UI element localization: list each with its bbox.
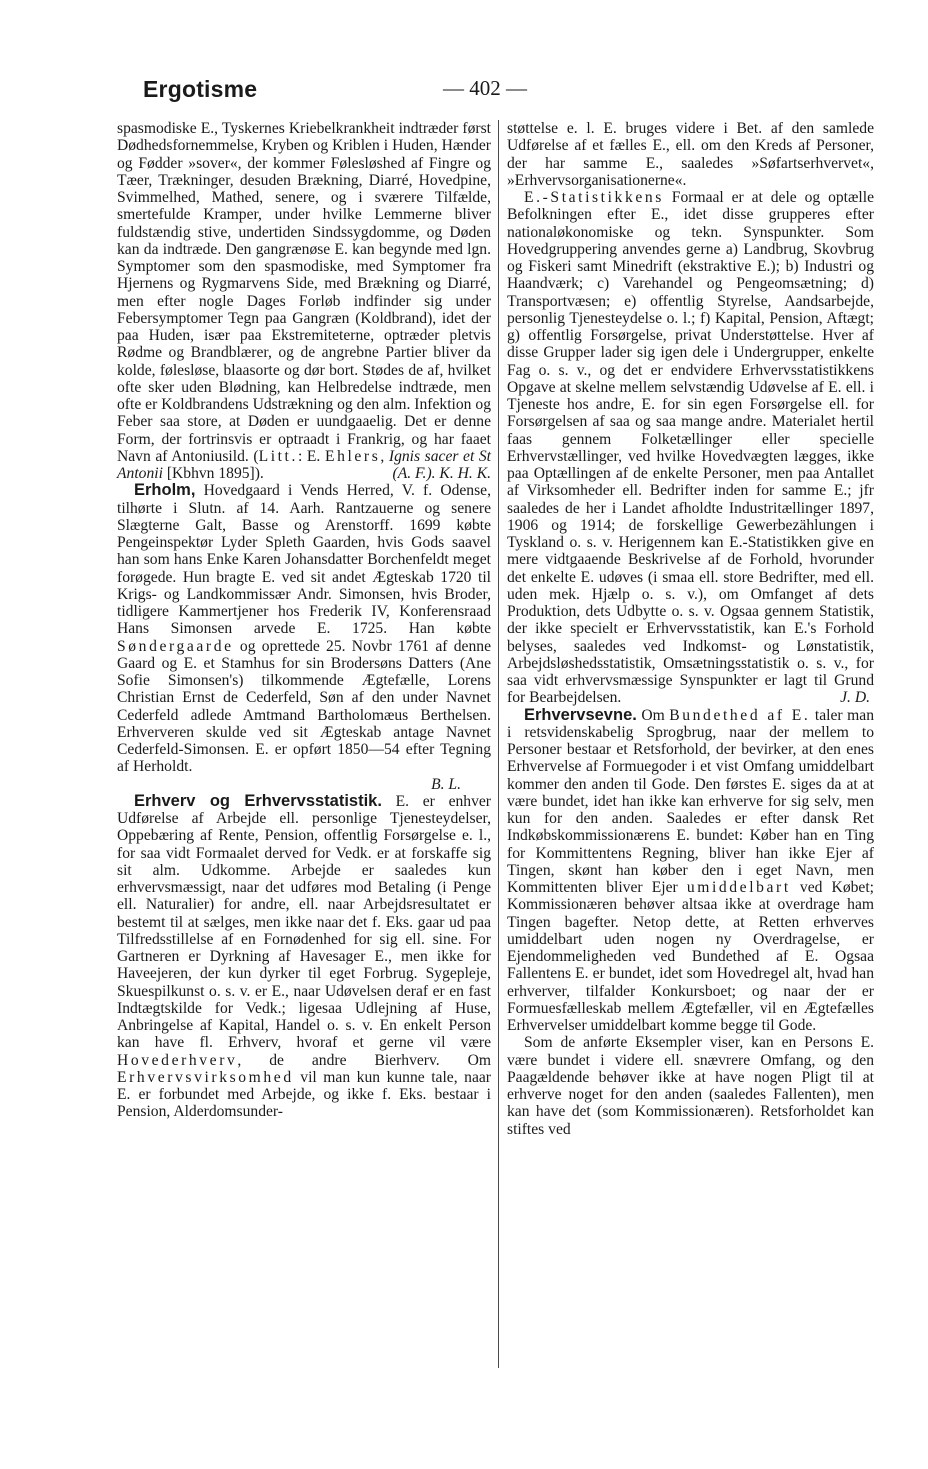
entry-headword: Erholm, (134, 481, 196, 500)
literature-label: Litt. (258, 447, 298, 465)
erholm-entry (117, 482, 491, 775)
erhvervsstatistik-paragraph (507, 189, 874, 707)
paragraph-text: spasmodiske E., Tyskernes Kriebelkrankheit indtræder først Dødhedsfornemmelse, Kryben og Kriblen i Huden, Hænder og Fødder »sover«, der kommer Følesløshed af Fingre og Tæer, Trækninger, desuden Brækning, Diarré, Hovedpine, Svimmelhed, Mathed, senere, og i sværere Tilfælde, smertefulde Kramper, under hvilke Lemmerne bliver fuldstændig stive, undertiden Sindssygdomme, og Døden kan da indtræde. Den gangrænøse E. kan begynde med lgn. Symptomer som den spasmodiske, med Symptomer fra Hjernens og Rygmarvens Side, med Brækning og Diarré, men efter nogle Dages Forløb indfinder sig under Febersymptomer Tegn paa Gangræn (Koldbrand), idet der paa Huden, især paa Ekstremiteterne, optræder pletvis Rødme og Brandblærer, og de angrebne Partier bliver da kolde, følesløse, blaasorte og dør bort. Stødes de af, hvilket ofte sker uden Blødning, kan Helbredelse indtræde, men ofte er Koldbrandens Udstrækning og den alm. Infektion og Feber saa store, at Døden er uundgaaelig. Det er denne Form, der fortrinsvis er optraadt i Frankrig, og har faaet Navn af Antoniusild. ( (117, 120, 491, 465)
spaced-term: Søndergaarde (117, 637, 234, 655)
erhvervsevne-paragraph-2: Som de anførte Eksempler viser, kan en Persons E. være bundet i videre ell. snævrere Omfang, og den Paagældende behøver ikke at have nogen Pligt til at erhverve noget for den anden (saaledes Fallenten), men kan have det (som Kommissionæren). Retsforholdet kan stiftes ved (507, 1034, 874, 1138)
literature-author: Ehlers (324, 447, 381, 465)
running-head-entry-word: Ergotisme (143, 76, 258, 102)
column-divider (498, 120, 499, 1368)
paragraph-text: [Kbhvn 1895]). (162, 465, 264, 482)
erhverv-entry (117, 793, 491, 1121)
entry-headword: Erhvervsevne. (524, 705, 637, 724)
paragraph-text: og oprettede 25. Novbr 1761 af denne Gaard og E. et Stamhus for sin Brodersøns Datters (Ane Sofie Simonsen's) tilkommende Ægtefælle, Lorens Christian Ernst de Cederfeld, Søn af den under Navnet Cederfeld adlede Amtmand Bartholomæus Berthelsen. Erhververen skulde ved sit Ægteskab antage Navnet Cederfeld-Simonsen. E. er opført 1850—54 efter Tegning af Herholdt. (117, 637, 491, 776)
spaced-term: umiddelbart (686, 879, 791, 896)
left-column (117, 120, 491, 1121)
author-signature: (A. F.). K. H. K. (392, 465, 491, 482)
paragraph-text: , de andre Bierhverv. Om (237, 1051, 491, 1069)
erhvervsevne-entry (507, 707, 874, 1035)
paragraph-text: Hovedgaard i Vends Herred, V. f. Odense, tilhørte i Slutn. af 14. Aarh. Rantzauerne og senere Slægterne Galt, Basse og Arenstorff. 1699 købte Pengeinspektør Lyder Spleth Gaarden, hvis Gods saavel han som hans Enke Karen Johansdatter Borchenfeldt meget forøgede. Hun bragte E. ved sit andet Ægteskab 1720 til Krigs- og Landkommissær Andr. Simonsen, hvis Broder, tidligere Kammertjener hos Frederik IV, Konferensraad Hans Simonsen arvede E. 1725. Han købte (117, 482, 491, 638)
literature-title: Ignis sacer et St Antonii (117, 447, 492, 482)
paragraph-text: , (380, 447, 389, 465)
author-signature: J. D. (840, 689, 870, 707)
paragraph-text: Formaal er at dele og optælle Befolkningen efter E., idet disse grupperes efter nationaløkonomiske og tekn. Synspunkter. Som Hovedgruppering anvendes gerne a) Landbrug, Skovbrug og Fiskeri samt Minedrift (ekstraktive E.); b) Industri og Haandværk; c) Varehandel og Pengeomsætning; d) Transportvæsen; e) offentlig Styrelse, Aandsarbejde, personlig Tjenesteydelse o. l.; f) Kapital, Pension, Aftægt; g) offentlig Forsørgelse, privat Understøttelse. Hver af disse Grupper lader sig igen dele i Undergrupper, enkelte Fag o. s. v., og det er endvidere Erhvervsstatistikkens Opgave at skelne mellem selvstændig Udøvelse af E. ell. i Tjeneste hos andre, E. for sin egen Forsørgelse ell. for Forsørgelsen af saa og saa mange andre. Materialet hertil faas gennem Folketællinger eller specielle Erhvervstællinger, ved hvilke Hovedvægten lægges, ikke paa Optællingen af de enkelte Personer, men paa Antallet af Virksomheder ell. Bedrifter inden for samme E.; jfr saaledes de her i Landet afholdte Industritællinger 1897, 1906 og 1914; de forskellige Gewerbezählungen i Tyskland o. s. v. Herigennem kan E.-Statistikken give en mere vidtgaaende Beskrivelse af de Forhold, hvorunder det enkelte E. udøves (i smaa ell. store Bedrifter, med ell. uden mek. Hjælp o. s. v.), om Omfanget af dets Produktion, dets Udbytte o. s. v. Ogsaa gennem Statistik, der ikke specielt er Erhvervsstatistik, kan E.'s Forhold belyses, saaledes ved Indkomst- og Lønstatistik, Arbejdsløshedsstatistik, Omsætningsstatistik o. s. v., for saa vidt erhvervsmæssige Synspunkter er lagt til Grund for Bearbejdelsen. (507, 189, 874, 707)
spaced-term: Bundethed af E. (669, 706, 811, 724)
paragraph-text: vil man kun kunne tale, naar E. er forbundet med Arbejde, og ikke f. Eks. bestaar i Pension, Alderdomsunder- (117, 1068, 491, 1121)
erhverv-continuation-paragraph: støttelse e. l. E. bruges videre i Bet. af den samlede Udførelse af et fælles E., ell. om den Kreds af Personer, der har samme E., saaledes »Søfartserhvervet«, »Erhvervsorganisationerne«. (507, 120, 874, 189)
paragraph-text: Om (636, 706, 670, 724)
page-header (0, 68, 928, 108)
spaced-term: Hovederhverv (117, 1051, 238, 1069)
paragraph-text: E. er enhver Udførelse af Arbejde ell. personlige Tjenesteydelser, Oppebæring af Rente, Pension, offentlig Forsørgelse e. l., for saa vidt Formaalet derved for Vedk. er at forskaffe sig sit alm. Udkomme. Arbejde er saaledes kun erhvervsmæssigt, naar det udføres mod Betaling (i Penge ell. Naturalier) for andre, ell. naar Arbejdsresultatet er bestemt til at sælges, men ikke naar det f. Eks. gaar ud paa Tilfredsstillelse af en Fornødenhed for sig ell. sine. For Gartneren er Dyrkning af Havesager E., men ikke for Haveejeren, der kun dyrker til eget Forbrug. Sygepleje, Skuespilkunst o. s. v. er E., naar Udøvelsen deraf er en fast Indtægtskilde for Vedk.; ligesaa Udlejning af Huse, Anbringelse af Kapital, Handel o. s. v. En enkelt Person kan have fl. Erhverv, hvoraf et gerne vil være (117, 792, 491, 1052)
spaced-term: Erhvervsvirksomhed (117, 1068, 294, 1086)
right-column (507, 120, 874, 1138)
ergotisme-continuation-paragraph (117, 120, 491, 482)
spaced-term: E.-Statistikkens (524, 189, 664, 206)
paragraph-text: ved Købet; Kommissionæren behøver altsaa ikke at overdrage ham Tingen bagefter. Netop dette, at Retten erhverves umiddelbart uden nogen ny Overdragelse, er Ejendommeligheden ved Bundethed af E. Ogsaa Fallentens E. er bundet, idet som Hovedregel alt, hvad han erhverver, tilfalder Konkursboet; og naar der er Formuesfælleskab mellem Ægtefæller, vil en Ægtefælles Erhvervelser umiddelbart komme begge til Gode. (507, 879, 874, 1034)
page-number: — 402 — (443, 76, 527, 100)
paragraph-text: taler man i retsvidenskabelig Sprogbrug, naar der mellem to Personer bestaar et Retsforhold, der bevirker, at den enes Erhvervelse af Formuegoder i et vist Omfang umiddelbart kommer den anden til Gode. Den førstes E. siges da at at være bundet, idet han ikke kan erhverve for sig selv, men kun for den anden. Saaledes er efter dansk Ret Indkøbskommissionærens E. bundet: Køber han en Ting for Kommittentens Regning, bliver han ikke Ejer af Tingen, skønt han køber den i eget Navn, men Kommittenten bliver Ejer (507, 706, 874, 896)
paragraph-text: : E. (297, 447, 325, 465)
author-signature: B. L. (431, 775, 461, 793)
entry-headword: Erhverv og Erhvervsstatistik. (134, 791, 382, 810)
